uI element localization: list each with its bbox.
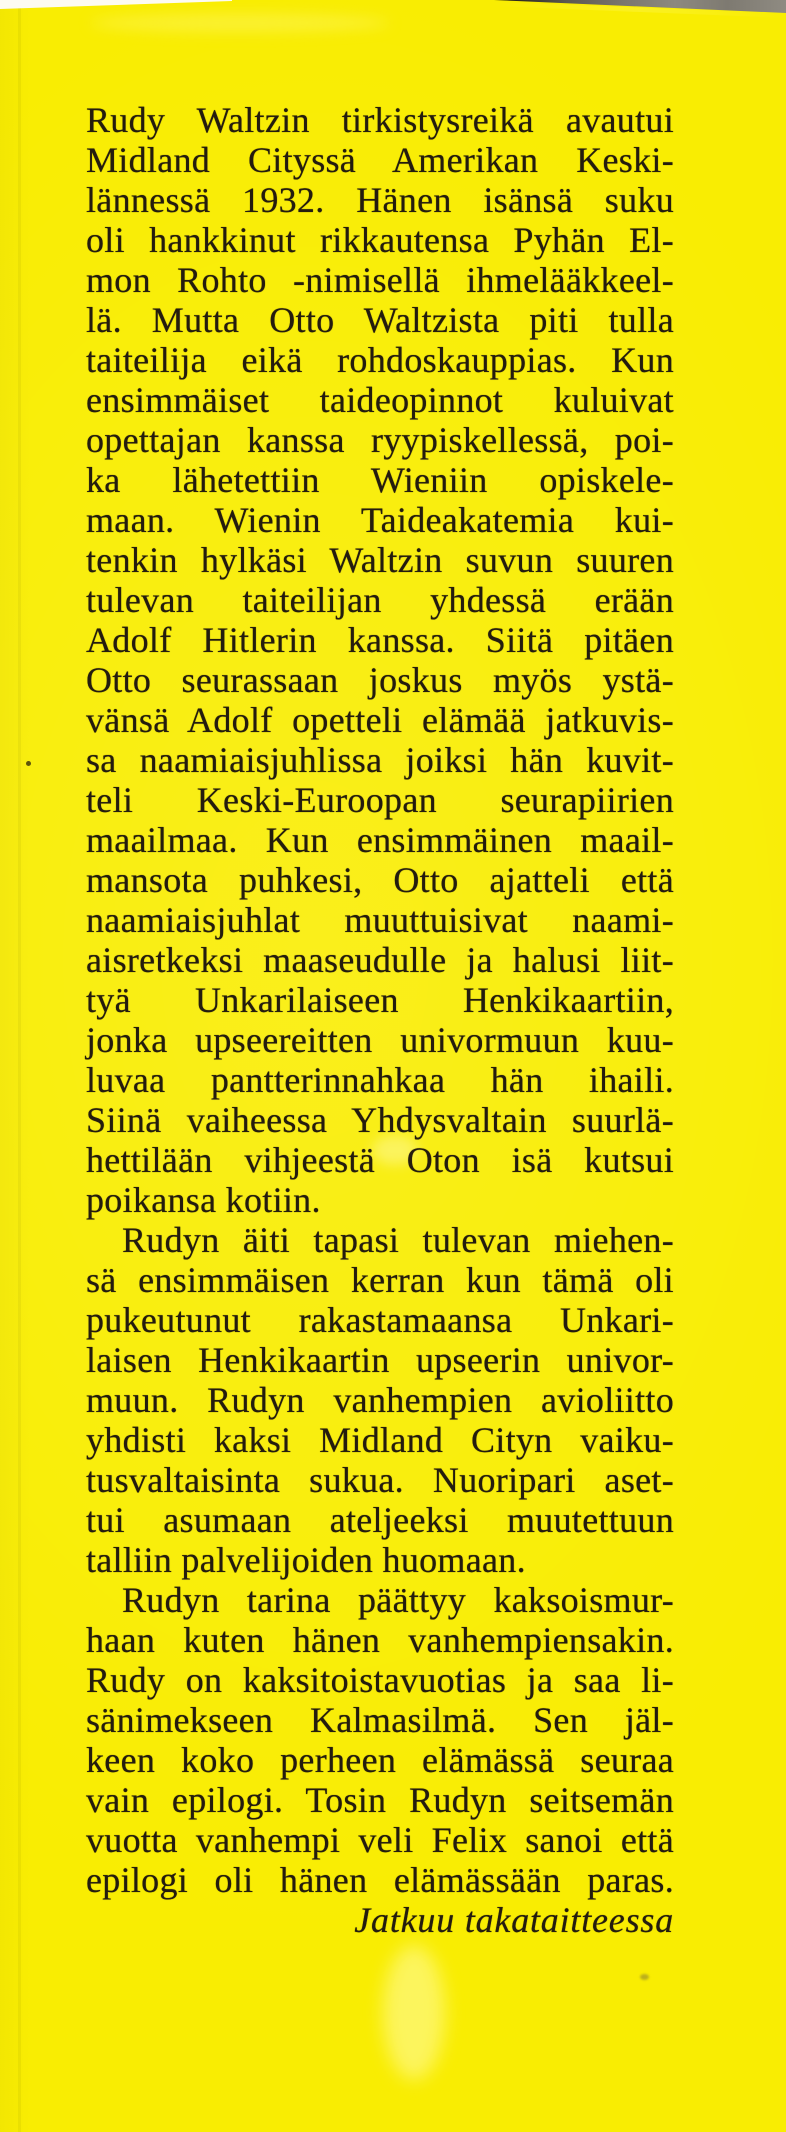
flap-text-line: Jatkuu takataitteessa <box>354 1900 674 1940</box>
flap-text-line: tyä Unkarilaiseen Henkikaartiin, <box>86 980 674 1020</box>
flap-text-line: Rudy Waltzin tirkistysreikä avautui <box>86 100 674 140</box>
flap-text-line: vuotta vanhempi veli Felix sanoi että <box>86 1820 674 1860</box>
flap-text-line: keen koko perheen elämässä seuraa <box>86 1740 674 1780</box>
flap-text-line: lännessä 1932. Hänen isänsä suku <box>86 180 674 220</box>
scan-light-smudge-bottom <box>383 1945 445 2080</box>
scan-speck-bottom <box>640 1974 649 1980</box>
flap-text-line: sä ensimmäisen kerran kun tämä oli <box>86 1260 674 1300</box>
flap-text-line: vänsä Adolf opetteli elämää jatkuvis- <box>86 700 674 740</box>
flap-text-line: naamiaisjuhlat muuttuisivat naami- <box>86 900 674 940</box>
flap-text-line: taiteilija eikä rohdoskauppias. Kun <box>86 340 674 380</box>
flap-text-line: Siinä vaiheessa Yhdysvaltain suurlä- <box>86 1100 674 1140</box>
flap-text-line: mansota puhkesi, Otto ajatteli että <box>86 860 674 900</box>
flap-text-line: aisretkeksi maaseudulle ja halusi liit- <box>86 940 674 980</box>
flap-text-line: jonka upseereitten univormuun kuu- <box>86 1020 674 1060</box>
scan-speck-left-margin <box>26 761 31 766</box>
flap-text-line: Rudy on kaksitoistavuotias ja saa li- <box>86 1660 674 1700</box>
flap-text-line: poikansa kotiin. <box>86 1180 321 1220</box>
flap-text-line: talliin palvelijoiden huomaan. <box>86 1540 526 1580</box>
flap-text-line: oli hankkinut rikkautensa Pyhän El- <box>86 220 674 260</box>
flap-text-line: hettilään vihjeestä Oton isä kutsui <box>86 1140 674 1180</box>
flap-text-line: maan. Wienin Taideakatemia kui- <box>86 500 674 540</box>
flap-text-line: Rudyn tarina päättyy kaksoismur- <box>122 1580 674 1620</box>
flap-text-line: tui asumaan ateljeeksi muutettuun <box>86 1500 674 1540</box>
flap-text-line: yhdisti kaksi Midland Cityn vaiku- <box>86 1420 674 1460</box>
flap-text-line: Midland Cityssä Amerikan Keski- <box>86 140 674 180</box>
flap-text-line: tenkin hylkäsi Waltzin suvun suuren <box>86 540 674 580</box>
flap-text-block <box>86 100 674 1940</box>
flap-text-line: Rudyn äiti tapasi tulevan miehen- <box>122 1220 674 1260</box>
flap-text-line: tulevan taiteilijan yhdessä erään <box>86 580 674 620</box>
flap-text-line: muun. Rudyn vanhempien avioliitto <box>86 1380 674 1420</box>
flap-text-line: haan kuten hänen vanhempiensakin. <box>86 1620 674 1660</box>
scan-light-smudge-top <box>90 14 390 32</box>
flap-text-line: Adolf Hitlerin kanssa. Siitä pitäen <box>86 620 674 660</box>
flap-text-line: ensimmäiset taideopinnot kuluivat <box>86 380 674 420</box>
flap-text-line: sänimekseen Kalmasilmä. Sen jäl- <box>86 1700 674 1740</box>
flap-text-line: vain epilogi. Tosin Rudyn seitsemän <box>86 1780 674 1820</box>
flap-text-line: ka lähetettiin Wieniin opiskele- <box>86 460 674 500</box>
flap-text-line: opettajan kanssa ryypiskellessä, poi- <box>86 420 674 460</box>
flap-text-line: sa naamiaisjuhlissa joiksi hän kuvit- <box>86 740 674 780</box>
flap-text-line: tusvaltaisinta sukua. Nuoripari aset- <box>86 1460 674 1500</box>
flap-text-line: lä. Mutta Otto Waltzista piti tulla <box>86 300 674 340</box>
flap-text-line: mon Rohto -nimisellä ihmelääkkeel- <box>86 260 674 300</box>
flap-text-line: laisen Henkikaartin upseerin univor- <box>86 1340 674 1380</box>
flap-text-line: teli Keski-Euroopan seurapiirien <box>86 780 674 820</box>
flap-text-line: pukeutunut rakastamaansa Unkari- <box>86 1300 674 1340</box>
flap-text-line: maailmaa. Kun ensimmäinen maail- <box>86 820 674 860</box>
scan-paper-sliver-top-left <box>0 0 232 9</box>
flap-text-line: luvaa pantterinnahkaa hän ihaili. <box>86 1060 674 1100</box>
paper-seam-line <box>18 0 21 2132</box>
flap-text-line: Otto seurassaan joskus myös ystä- <box>86 660 674 700</box>
flap-text-line: epilogi oli hänen elämässään paras. <box>86 1860 674 1900</box>
